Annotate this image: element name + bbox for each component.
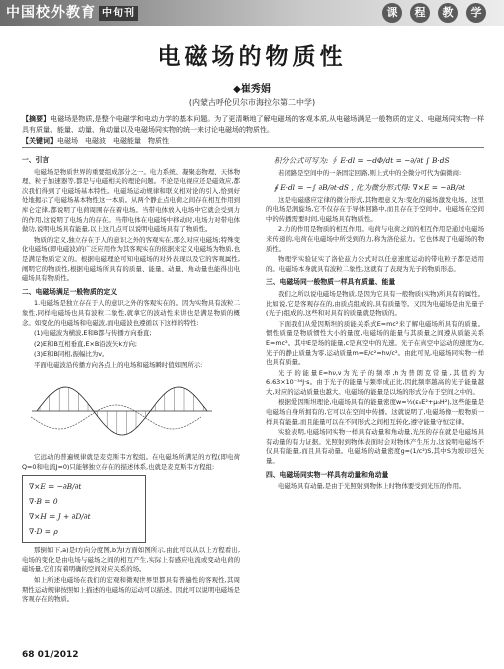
keywords (22, 136, 484, 147)
formula: ∮ E·dl = −∫ ∂B/∂t·dS , 化为微分形式得: ∇×E = −∂B/∂t (274, 182, 465, 192)
abstract-label: 【摘要】 (22, 115, 51, 123)
paragraph: (1)电磁波为横波,E和B都与传播方向垂直; (34, 329, 152, 338)
paragraph: 电磁场是物质世界的重要组成部分之一。电力系统、凝聚态物理、天体物理、粒子加速器等,都是与电磁相关的理论问题。不论是电视应还是磁效应,都次我们得到了电磁场基本特性。电磁场运动规律和联义相对论的引入,恰到好处地揭示了电磁场基本物性这一本质。从两个静止点电荷之间存在相互作用到库仑定律,都说明了电荷周围存在着电场。当带电体放入电场中它就会受到力的作用,这说明了电场力的存在。当带电体在电磁场中移动时,电场力对带电体做功,说明电场具有能量,以上这几点可以说明电磁场具有了物质性。 (22, 167, 240, 234)
column-char: 教 (438, 3, 458, 23)
equation-line: ∇·D = ρ (29, 527, 58, 537)
equation-line: ∇×H = J + ∂D/∂t (29, 512, 91, 522)
article-title: 电磁场的物质性 (157, 43, 347, 70)
paragraph: 如上所述电磁场在我们的宏观和微观世界里都具有普遍性的客观性,其周期性运动规律按照如上描述的电磁场的运动可以描述。因此可以说明电磁场是客观存在的物质。 (22, 576, 240, 604)
magnetic-field-curve (31, 405, 201, 429)
paragraph: 光子的能量E=hν,ν为光子的频率,h为普朗克常量,其值约为6.63×10⁻³⁴J·s。由于光子的能量与频率成正比,因此频率越高的光子能量越大,对应的运动质量也越大。电磁场的能量是以场的形式分布于空间之中的。 (266, 368, 484, 396)
paragraph: 那倒如下,a)是Ⅰ方向分度图,b为Ⅰ方面如图所示,由此可以从以上方程看出,电场的变化是由电场与磁场之间的相互产生,实际上有感应电流或变动电荷的磁场量,它们有着明确的空间对应关系的场。 (22, 546, 240, 574)
paragraph: 1.电磁场是独立存在于人的意识之外的客观实在的。因为实物具有波粒二象性,同样电磁场也具有波粒二象性,就拿它的波动性来讲也是满足物质的概念。如变化的电磁场和电磁波,而电磁波也遵循以下这样的特性: (22, 299, 240, 327)
column-char: 学 (466, 3, 486, 23)
equation-line: ∇×E = −∂B/∂t (29, 482, 82, 492)
keywords-text: 电磁场 电磁波 电磁能量 物质性 (57, 137, 169, 145)
column-char: 课 (382, 3, 402, 23)
paragraph: 物质的定义,独立存在于人的意识之外的客观实在,那么对应电磁场;特殊变化电磁场(即电磁波)的广泛应用作为其客观实在的依据来定义电磁场为物质,也是满足物质定义的。根据电磁理论可知电磁场的对外表现以及它的客观属性,阐明它的物质性,根据电磁场所具有的质量、能量、动量、角动量也能得出电磁场具有物质性。 (22, 235, 240, 283)
paragraph: 它远动的普遍规律就是麦克斯韦方程组。在电磁场所满足的方程(即电荷Q=0和电流J=0)只能够独立存在的描述体系,也就是麦克斯韦方程组: (22, 453, 240, 471)
journal-subtitle: 中旬刊 (99, 6, 138, 21)
paragraph: 电磁场具有动量,是由于光照射到物体上时物体要受到光压的作用。 (278, 482, 466, 491)
left-column (22, 152, 240, 606)
affiliation: (内蒙古呼伦贝尔市海拉尔第二中学) (188, 98, 316, 107)
journal-title: 中国校外教育 (6, 5, 96, 21)
paragraph: 平面电磁波沿传播方向各点上的电场和磁场瞬时值如图所示: (34, 360, 203, 369)
paragraph: 根据爱因斯坦理论,电磁场具有的能量密度w=½(ε₀E²+μ₀H²),这些能量是电磁场自身所拥有的,它可以在空间中传播。这就说明了,电磁场像一般物质一样具有能量,而且能量可以在不同形式之间相互转化,遵守能量守恒定律。 (266, 398, 484, 426)
abstract (22, 114, 484, 136)
equation-line: ∇·B = 0 (29, 497, 58, 507)
paragraph: 若闭路是空间中的一条固定回路,则上式中的全微分可代为偏微商: (278, 169, 462, 177)
section-heading: 三、电磁场同一般物质一样具有质量、能量 (266, 278, 396, 287)
section-heading: 四、电磁场同实物一样具有动量和角动量 (266, 470, 389, 479)
page-footer (22, 650, 79, 660)
formula: 积分公式可写为: ∮ E·dl = −dΦ/dt = −∂/∂t ∫ B·dS (274, 156, 450, 165)
maxwell-equations (22, 475, 146, 543)
column-tag (382, 3, 486, 23)
author: ◆崔秀娟 (233, 84, 271, 95)
paragraph: (2)E和B互相垂直,E×B沿波矢k方向; (34, 339, 138, 348)
abstract-block (22, 114, 484, 147)
issue-number: 01/2012 (37, 650, 79, 660)
section-heading: 一、引言 (22, 156, 50, 164)
paragraph: 下面我们从爱因斯坦的质能关系式E=mc²来了解电磁场所具有的质量。惯性质量是物质惯性大小的量度,电磁场的能量与其质量之间遵从质能关系E=mc²。其中E是场的能量,c是真空中的光速。光子在真空中运动的速度为c,光子的静止质量为零,运动质量m=E/c²=hν/c²。由此可见,电磁场同实物一样也具有质量。 (266, 319, 484, 367)
paragraph: 实验表明,电磁场同实物一样具有动量和角动量,光压的存在就是电磁场具有动量的有力证据。光照射到物体表面时会对物体产生压力,这说明电磁场不仅具有能量,而且具有动量。电磁场的动量密度g=(1/c²)S,其中S为坡印廷矢量。 (266, 428, 484, 466)
abstract-text: 电磁场是物质,是整个电磁学和电动力学的基本问题。为了更清晰地了解电磁场的客观本质,从电磁场满足一般物质的定义、电磁场同实物一样具有质量、能量、动量、角动量以及电磁场同实物的统一来讨论电磁场的物质性。 (22, 115, 484, 134)
paragraph: (3)E和B同相,振幅比为v。 (34, 350, 109, 359)
em-wave-figure (22, 371, 222, 449)
journal-name (6, 3, 138, 23)
paragraph: 2.力的作用是物质的相互作用。电荷与电荷之间的相互作用是通过电磁场来传递的,电荷在电磁场中所受到的力,称为洛伦兹力。它也体现了电磁场的物质性。 (266, 225, 484, 253)
paragraph: 这是电磁感应定律的微分形式,其物理意义为:变化的磁场激发电场。这里的电场是涡旋场,它不仅存在于导体回路中,而且存在于空间中。电磁场在空间中的传播需要时间,电磁场具有物质性。 (266, 195, 484, 223)
divider (22, 147, 484, 148)
keywords-label: 【关键词】 (22, 137, 57, 145)
journal-header-bar (0, 0, 504, 26)
paragraph: 我们之所以说电磁场是物质,是因为它具有一般物质(实物)所具有的属性。比如说,它是客观存在的,由质点组成的,具有质量等。又因为电磁场是由光量子(光子)组成的,这些和对具有的质量就是物质的。 (266, 289, 484, 318)
section-heading: 二、电磁场满足一般物质的定义 (22, 287, 118, 296)
column-char: 程 (410, 3, 430, 23)
page-number: 68 (22, 650, 35, 660)
right-column (266, 152, 484, 493)
paragraph: 物理学实验证实了洛伦兹力公式对以任意速度运动的带电粒子都是适用的。电磁场本身就具有波粒二象性,这就有了表现为光子的物质形态。 (266, 255, 484, 273)
